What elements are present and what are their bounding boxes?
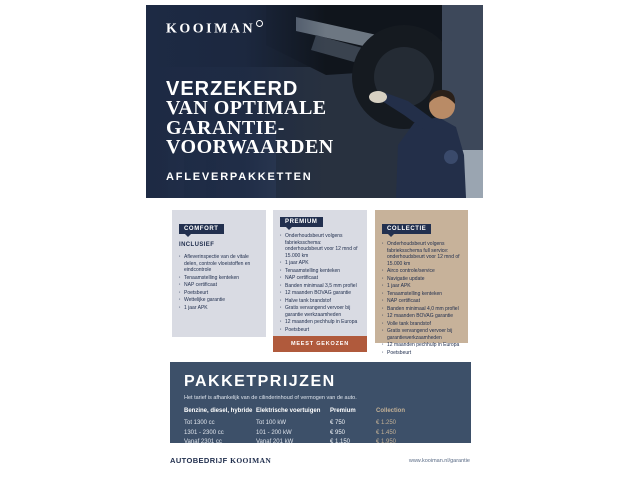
feature-item: · NAP certificaat — [280, 275, 360, 282]
feature-item: · Banden minimaal 4,0 mm profiel — [382, 306, 461, 313]
meest-gekozen-button[interactable]: MEEST GEKOZEN — [273, 336, 367, 352]
headline-line-3: GARANTIE- — [166, 116, 285, 139]
feature-item: · Halve tank brandstof — [280, 298, 360, 305]
premium-price-cell: € 750 — [330, 420, 346, 427]
feature-item: · 12 maanden pechhulp in Europa — [382, 342, 461, 349]
fuel-range-cell: Tot 1300 cc — [184, 420, 215, 427]
feature-item: · 12 maanden BOVAG garantie — [382, 313, 461, 320]
logo-mark-icon — [256, 20, 263, 27]
fuel-range-cell: 1301 - 2300 cc — [184, 429, 224, 436]
pricing-section — [170, 362, 471, 443]
collection-price-cell: € 1.250 — [376, 420, 397, 427]
package-card-comfort — [172, 210, 266, 337]
feature-item: · Poetsbeurt — [382, 350, 461, 357]
footer — [170, 456, 470, 465]
feature-item: · 1 jaar APK — [382, 283, 461, 290]
fuel-range-cell: Vanaf 2301 cc — [184, 438, 222, 445]
feature-item: · Tenaamstelling kenteken — [280, 268, 360, 275]
package-card-collectie — [375, 210, 468, 356]
premium-feature-list — [280, 233, 360, 334]
feature-item: · Onderhoudsbeurt volgens fabrieksschema: onderhoudsbeurt voor 12 mnd of 15.000 km — [280, 233, 360, 259]
column-header-collection: Collection — [376, 408, 406, 414]
premium-price-cell: € 1.150 — [330, 438, 351, 445]
feature-item: · 1 jaar APK — [280, 260, 360, 267]
package-tag-collectie: COLLECTIE — [382, 224, 431, 234]
brand-logo-text: KOOIMAN — [166, 21, 256, 37]
feature-item: · Tenaamstelling kenteken — [382, 291, 461, 298]
feature-item: · NAP certificaat — [382, 298, 461, 305]
hero-headline — [166, 77, 334, 159]
feature-item: · Airco controle/service — [382, 268, 461, 275]
comfort-feature-list — [179, 254, 259, 311]
feature-item: · Tenaamstelling kenteken — [179, 275, 259, 282]
pricing-subtitle: Het tarief is afhankelijk van de cilinderinhoud of vermogen van de auto. — [184, 395, 357, 401]
hero-section — [146, 5, 483, 198]
feature-item: · Gratis vervangend vervoer bij garantie werkzaamheden — [280, 305, 360, 318]
package-tag-comfort: COMFORT — [179, 224, 224, 234]
hero-subheadline: AFLEVERPAKKETTEN — [166, 171, 313, 184]
headline-line-2: VAN OPTIMALE — [166, 97, 327, 120]
feature-item: · NAP certificaat — [179, 282, 259, 289]
company-name-serif: KOOIMAN — [230, 456, 272, 465]
feature-item: · Onderhoudsbeurt volgens fabrieksschema full service: onderhoudsbeurt voor 12 mnd of 15.000 km — [382, 241, 461, 267]
electric-range-cell: Tot 100 kW — [256, 420, 287, 427]
headline-line-4: VOORWAARDEN — [166, 136, 334, 159]
feature-item: · Wettelijke garantie — [179, 297, 259, 304]
collectie-feature-list — [382, 241, 461, 356]
company-name — [170, 456, 271, 465]
column-header-premium: Premium — [330, 408, 356, 414]
feature-item: · Navigatie update — [382, 276, 461, 283]
packages-row — [172, 210, 468, 356]
electric-range-cell: 101 - 200 kW — [256, 429, 292, 436]
feature-item: · Gratis vervangend vervoer bij garantiewerkzaamheden — [382, 328, 461, 341]
package-tag-premium: PREMIUM — [280, 217, 323, 227]
feature-item: · Afleverinspectie van de vitale delen, controle vloeistoffen en eindcontrole — [179, 254, 259, 274]
column-header-electric: Elektrische voertuigen — [256, 408, 321, 414]
column-header-fuel: Benzine, diesel, hybride — [184, 408, 253, 414]
feature-item: · 12 maanden BOVAG garantie — [280, 290, 360, 297]
electric-range-cell: Vanaf 201 kW — [256, 438, 294, 445]
pricing-table — [184, 407, 457, 447]
pricing-title: PAKKETPRIJZEN — [184, 373, 336, 390]
package-card-premium — [273, 210, 367, 349]
feature-item: · Banden minimaal 3,5 mm profiel — [280, 283, 360, 290]
feature-item: · 12 maanden pechhulp in Europa — [280, 319, 360, 326]
collection-price-cell: € 1.450 — [376, 429, 397, 436]
company-name-bold: AUTOBEDRIJF — [170, 456, 228, 465]
headline-line-1: VERZEKERD — [166, 77, 299, 100]
brand-logo — [166, 20, 334, 38]
feature-item: · 1 jaar APK — [179, 305, 259, 312]
website-link[interactable]: www.kooiman.nl/garantie — [408, 457, 470, 464]
feature-item: · Poetsbeurt — [179, 290, 259, 297]
feature-item: · Poetsbeurt — [280, 327, 360, 334]
premium-price-cell: € 950 — [330, 429, 346, 436]
package-heading-inclusief: INCLUSIEF — [179, 242, 215, 248]
collection-price-cell: € 1.950 — [376, 438, 397, 445]
feature-item: · Volle tank brandstof — [382, 321, 461, 328]
